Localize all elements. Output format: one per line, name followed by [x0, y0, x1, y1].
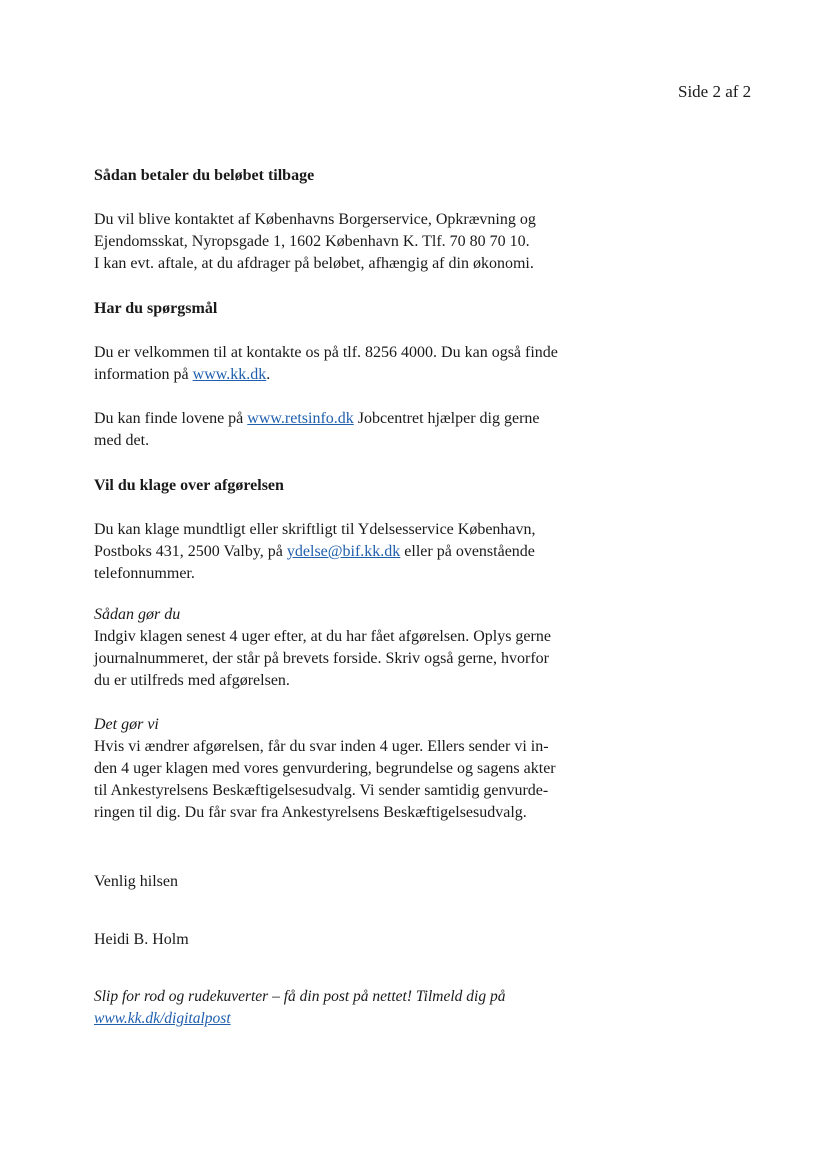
- questions-line-2: [94, 364, 594, 386]
- we-do-subheading: Det gør vi: [94, 716, 159, 733]
- signature: Heidi B. Holm: [94, 931, 189, 948]
- complaint-body: [94, 519, 594, 585]
- we-do-line-2: den 4 uger klagen med vores genvurdering, begrundelse og sagens akter: [94, 760, 556, 777]
- complaint-heading: Vil du klage over afgørelsen: [94, 477, 284, 494]
- digital-post-link[interactable]: www.kk.dk/digitalpost: [94, 1010, 231, 1027]
- repay-body: [94, 209, 594, 275]
- complaint-line-2-prefix: Postboks 431, 2500 Valby, på: [94, 543, 287, 560]
- digital-post-text: Slip for rod og rudekuverter – få din post på nettet! Tilmeld dig på: [94, 988, 506, 1005]
- complaint-line-3: telefonnummer.: [94, 565, 195, 582]
- questions-line-2-prefix: information på: [94, 366, 193, 383]
- page-number: Side 2 af 2: [678, 82, 752, 101]
- we-do-section: [94, 714, 594, 824]
- complaint-line-1: Du kan klage mundtligt eller skriftligt til Ydelsesservice København,: [94, 521, 536, 538]
- kk-website-link[interactable]: www.kk.dk: [192, 366, 267, 383]
- repay-line-1: Du vil blive kontaktet af Københavns Borgerservice, Opkrævning og: [94, 211, 536, 228]
- laws-line-2: med det.: [94, 432, 150, 449]
- repay-heading: Sådan betaler du beløbet tilbage: [94, 167, 315, 184]
- questions-line-2-suffix: .: [266, 366, 271, 383]
- repay-section: [94, 165, 594, 187]
- complaint-section: [94, 475, 594, 497]
- repay-line-2: Ejendomsskat, Nyropsgade 1, 1602 København K. Tlf. 70 80 70 10.: [94, 233, 530, 250]
- laws-line-1: [94, 408, 594, 430]
- questions-body: [94, 342, 594, 386]
- laws-body: [94, 408, 594, 452]
- closing: Venlig hilsen: [94, 873, 178, 890]
- how-to-line-3: du er utilfreds med afgørelsen.: [94, 672, 290, 689]
- retsinfo-link[interactable]: www.retsinfo.dk: [247, 410, 354, 427]
- repay-line-3: I kan evt. aftale, at du afdrager på beløbet, afhængig af din økonomi.: [94, 255, 534, 272]
- complaint-line-2: [94, 541, 594, 563]
- we-do-line-3: til Ankestyrelsens Beskæftigelsesudvalg. Vi sender samtidig genvurde-: [94, 782, 549, 799]
- questions-line-1: Du er velkommen til at kontakte os på tlf. 8256 4000. Du kan også finde: [94, 344, 558, 361]
- complaint-email-link[interactable]: ydelse@bif.kk.dk: [286, 543, 401, 560]
- laws-line-1-suffix: Jobcentret hjælper dig gerne: [353, 410, 540, 427]
- how-to-subheading: Sådan gør du: [94, 606, 181, 623]
- how-to-line-2: journalnummeret, der står på brevets forside. Skriv også gerne, hvorfor: [94, 650, 549, 667]
- digital-post-note: [94, 986, 654, 1030]
- laws-line-1-prefix: Du kan finde lovene på: [94, 410, 248, 427]
- how-to-line-1: Indgiv klagen senest 4 uger efter, at du har fået afgørelsen. Oplys gerne: [94, 628, 551, 645]
- questions-section: [94, 298, 594, 320]
- we-do-line-4: ringen til dig. Du får svar fra Ankestyrelsens Beskæftigelsesudvalg.: [94, 804, 527, 821]
- complaint-line-2-suffix: eller på ovenstående: [400, 543, 535, 560]
- how-to-section: [94, 604, 594, 692]
- questions-heading: Har du spørgsmål: [94, 300, 218, 317]
- we-do-line-1: Hvis vi ændrer afgørelsen, får du svar inden 4 uger. Ellers sender vi in-: [94, 738, 549, 755]
